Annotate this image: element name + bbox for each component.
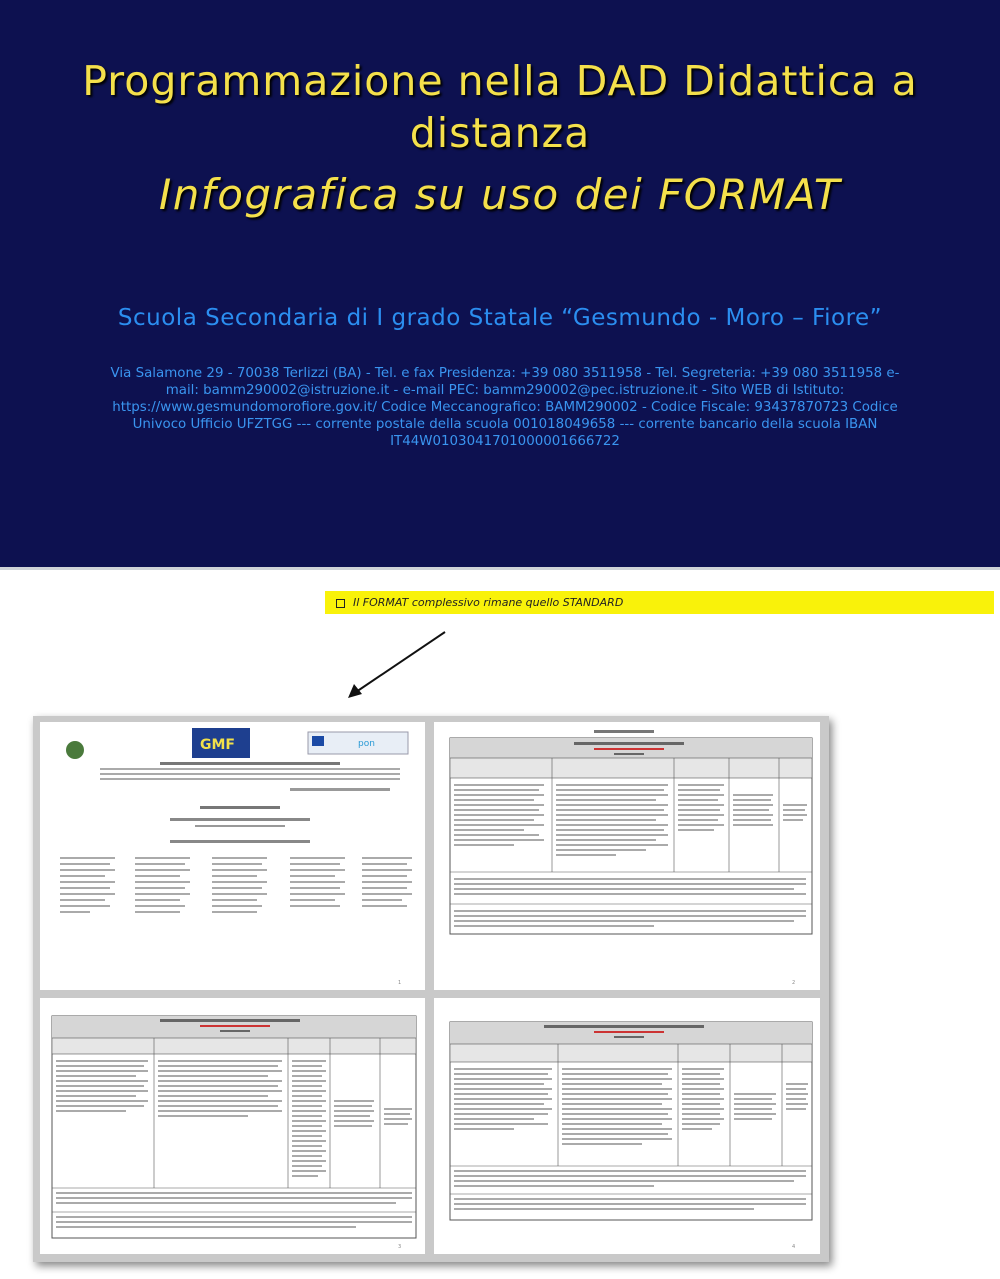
slide-subtitle: Infografica su uso dei FORMAT bbox=[158, 170, 842, 219]
format-page-2 bbox=[434, 722, 820, 990]
svg-text:GMF: GMF bbox=[200, 737, 235, 753]
svg-text:4: 4 bbox=[792, 1244, 796, 1250]
format-callout bbox=[325, 591, 994, 614]
address-line: https://www.gesmundomorofiore.gov.it/ Codice Meccanografico: BAMM290002 - Codice Fiscale: 93437870723 Codice bbox=[112, 400, 898, 415]
address-line: Via Salamone 29 - 70038 Terlizzi (BA) - Tel. e fax Presidenza: +39 080 3511958 - Tel. Segreteria: +39 080 3511958 e- bbox=[110, 366, 900, 381]
page-3-content bbox=[40, 998, 425, 1254]
svg-text:pon: pon bbox=[358, 739, 375, 749]
arrow-icon bbox=[340, 628, 450, 703]
slide-title-line2: distanza bbox=[409, 109, 591, 157]
address-line: Univoco Ufficio UFZTGG --- corrente postale della scuola 001018049658 --- corrente bancario della scuola IBAN bbox=[132, 417, 878, 432]
callout-text: Il FORMAT complessivo rimane quello STANDARD bbox=[353, 596, 624, 609]
document-pages-preview bbox=[33, 716, 829, 1262]
svg-text:2: 2 bbox=[792, 980, 796, 986]
school-name: Scuola Secondaria di I grado Statale “Gesmundo - Moro – Fiore” bbox=[117, 305, 883, 331]
slide-title bbox=[0, 55, 1000, 159]
title-slide bbox=[0, 0, 1000, 567]
svg-text:3: 3 bbox=[398, 1244, 402, 1250]
divider bbox=[0, 567, 1000, 570]
svg-text:1: 1 bbox=[398, 980, 402, 986]
format-page-1 bbox=[40, 722, 425, 990]
page-2-content bbox=[434, 722, 820, 990]
page-1-content bbox=[40, 722, 425, 990]
checkbox-icon bbox=[336, 599, 345, 608]
slide-title-line1: Programmazione nella DAD Didattica a bbox=[82, 57, 918, 105]
format-page-4 bbox=[434, 998, 820, 1254]
school-address bbox=[85, 365, 925, 450]
address-line: IT44W0103041701000001666722 bbox=[390, 434, 620, 449]
address-line: mail: bamm290002@istruzione.it - e-mail PEC: bamm290002@pec.istruzione.it - Sito WEB di Istituto: bbox=[165, 383, 845, 398]
page-4-content bbox=[434, 998, 820, 1254]
format-page-3 bbox=[40, 998, 425, 1254]
